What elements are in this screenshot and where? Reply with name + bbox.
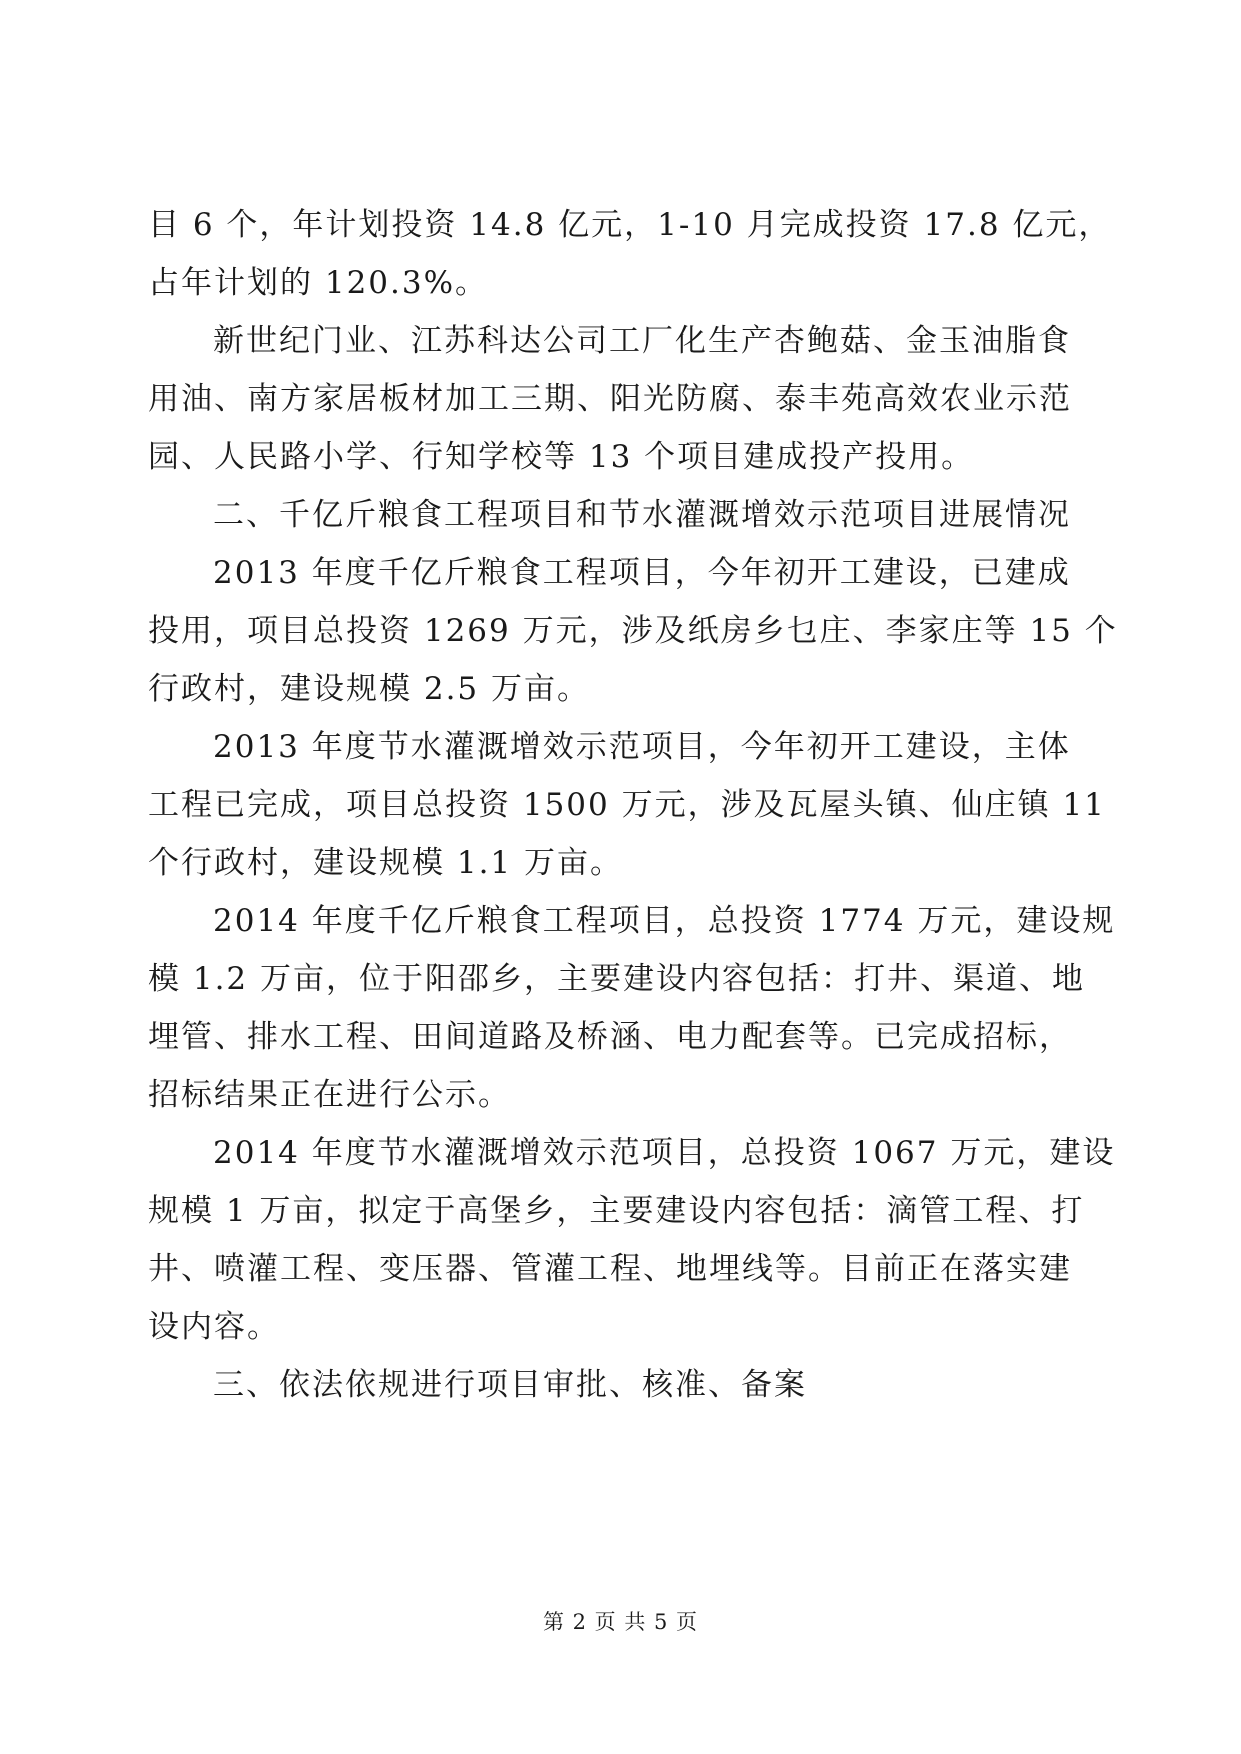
body-line: 设内容。 — [148, 1309, 280, 1345]
body-line: 行政村，建设规模 2.5 万亩。 — [148, 671, 591, 707]
body-line: 个行政村，建设规模 1.1 万亩。 — [148, 845, 624, 881]
body-line: 占年计划的 120.3%。 — [148, 265, 489, 301]
body-line: 园、人民路小学、行知学校等 13 个项目建成投产投用。 — [148, 439, 975, 475]
body-line: 2013 年度千亿斤粮食工程项目，今年初开工建设，已建成 — [213, 555, 1071, 591]
body-line: 2014 年度节水灌溉增效示范项目，总投资 1067 万元，建设 — [213, 1135, 1116, 1171]
body-line: 模 1.2 万亩，位于阳邵乡，主要建设内容包括：打井、渠道、地 — [148, 961, 1086, 997]
body-line: 招标结果正在进行公示。 — [148, 1077, 511, 1113]
body-line: 井、喷灌工程、变压器、管灌工程、地埋线等。目前正在落实建 — [148, 1251, 1072, 1287]
section-heading: 三、依法依规进行项目审批、核准、备案 — [213, 1367, 807, 1403]
body-line: 规模 1 万亩，拟定于高堡乡，主要建设内容包括：滴管工程、打 — [148, 1193, 1085, 1229]
body-line: 目 6 个，年计划投资 14.8 亿元，1-10 月完成投资 17.8 亿元， — [148, 207, 1112, 243]
body-line: 埋管、排水工程、田间道路及桥涵、电力配套等。已完成招标， — [148, 1019, 1072, 1055]
body-line: 2013 年度节水灌溉增效示范项目，今年初开工建设，主体 — [213, 729, 1071, 765]
body-line: 新世纪门业、江苏科达公司工厂化生产杏鲍菇、金玉油脂食 — [213, 323, 1071, 359]
body-line: 投用，项目总投资 1269 万元，涉及纸房乡乜庄、李家庄等 15 个 — [148, 613, 1118, 649]
body-line: 工程已完成，项目总投资 1500 万元，涉及瓦屋头镇、仙庄镇 11 — [148, 787, 1106, 823]
body-line: 用油、南方家居板材加工三期、阳光防腐、泰丰苑高效农业示范 — [148, 381, 1072, 417]
body-line: 2014 年度千亿斤粮食工程项目，总投资 1774 万元，建设规 — [213, 903, 1116, 939]
section-heading: 二、千亿斤粮食工程项目和节水灌溉增效示范项目进展情况 — [213, 497, 1071, 533]
page-number-footer: 第 2 页 共 5 页 — [542, 1610, 699, 1634]
